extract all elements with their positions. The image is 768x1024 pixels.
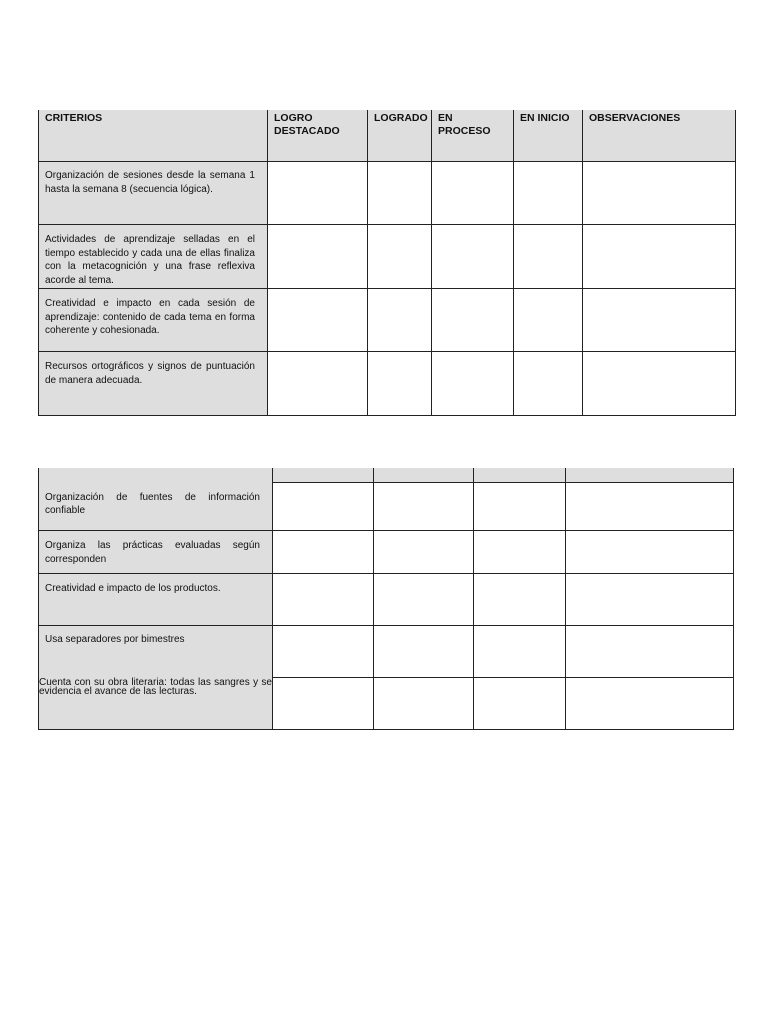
criterion-text: Recursos ortográficos y signos de puntuación de manera adecuada. [45, 361, 255, 386]
logro-destacado-cell[interactable] [268, 225, 368, 289]
table-row [39, 678, 734, 730]
observaciones-cell[interactable] [566, 678, 734, 730]
logro-destacado-cell[interactable] [273, 678, 374, 730]
header-logro-destacado: LOGRO DESTACADO [268, 110, 368, 162]
criterion-text: Usa separadores por bimestres [45, 634, 185, 645]
table-row [39, 483, 734, 531]
criterion-text: Creatividad e impacto de los productos. [45, 583, 221, 594]
logro-destacado-cell[interactable] [273, 626, 374, 678]
en-proceso-cell[interactable] [432, 289, 514, 352]
en-proceso-cell[interactable] [432, 225, 514, 289]
logrado-cell[interactable] [374, 531, 474, 574]
observaciones-cell[interactable] [583, 289, 736, 352]
criterion-text: Organiza las prácticas evaluadas según corresponden [45, 540, 260, 565]
observaciones-cell[interactable] [566, 574, 734, 626]
en-inicio-cell[interactable] [514, 225, 583, 289]
en-proceso-cell[interactable] [432, 162, 514, 225]
logrado-cell[interactable] [368, 352, 432, 416]
en-inicio-cell[interactable] [514, 289, 583, 352]
evaluation-table-1 [38, 110, 736, 416]
criterion-text: Cuenta con su obra literaria: todas las sangres y se evidencia el avance de las lecturas. [39, 676, 272, 697]
observaciones-cell[interactable] [566, 483, 734, 531]
criterion-text: Organización de sesiones desde la semana 1 hasta la semana 8 (secuencia lógica). [45, 170, 255, 195]
logrado-cell[interactable] [374, 483, 474, 531]
en-inicio-cell[interactable] [514, 162, 583, 225]
logrado-cell[interactable] [374, 626, 474, 678]
observaciones-cell[interactable] [566, 531, 734, 574]
header-cell [374, 468, 474, 483]
observaciones-cell[interactable] [583, 225, 736, 289]
en-proceso-cell[interactable] [474, 531, 566, 574]
logrado-cell[interactable] [368, 225, 432, 289]
evaluation-table-2 [38, 468, 734, 730]
logrado-cell[interactable] [368, 162, 432, 225]
en-inicio-cell[interactable] [514, 352, 583, 416]
header-logrado: LOGRADO [368, 110, 432, 162]
header-observaciones: OBSERVACIONES [583, 110, 736, 162]
criterion-text: Actividades de aprendizaje selladas en el tiempo establecido y cada una de ellas finaliza con la metacognición y una frase reflexiva acorde al tema. [45, 234, 255, 286]
header-cell [566, 468, 734, 483]
table-row [39, 162, 736, 225]
criterion-cell [39, 225, 268, 289]
en-proceso-cell[interactable] [432, 352, 514, 416]
criterion-cell [39, 574, 273, 626]
header-cell [273, 468, 374, 483]
logro-destacado-cell[interactable] [268, 162, 368, 225]
en-proceso-cell[interactable] [474, 483, 566, 531]
en-proceso-cell[interactable] [474, 626, 566, 678]
logro-destacado-cell[interactable] [273, 483, 374, 531]
observaciones-cell[interactable] [583, 162, 736, 225]
criterion-cell [39, 483, 273, 531]
header-cell [474, 468, 566, 483]
table-row [39, 531, 734, 574]
criterion-cell [39, 531, 273, 574]
observaciones-cell[interactable] [566, 626, 734, 678]
logro-destacado-cell[interactable] [273, 574, 374, 626]
logro-destacado-cell[interactable] [268, 352, 368, 416]
table-row [39, 225, 736, 289]
criterion-cell [39, 162, 268, 225]
header-en-proceso: EN PROCESO [432, 110, 514, 162]
logro-destacado-cell[interactable] [268, 289, 368, 352]
criterion-header-cell [39, 468, 273, 483]
table-row [39, 626, 734, 678]
logrado-cell[interactable] [374, 574, 474, 626]
table-row [39, 574, 734, 626]
observaciones-cell[interactable] [583, 352, 736, 416]
criterion-text: Creatividad e impacto en cada sesión de aprendizaje: contenido de cada tema en forma coherente y cohesionada. [45, 298, 255, 336]
header-criterios: CRITERIOS [39, 110, 268, 162]
header-en-inicio: EN INICIO [514, 110, 583, 162]
logro-destacado-cell[interactable] [273, 531, 374, 574]
logrado-cell[interactable] [368, 289, 432, 352]
criterion-cell [39, 678, 273, 730]
criterion-cell [39, 352, 268, 416]
criterion-text: Organización de fuentes de información confiable [45, 491, 260, 516]
criterion-cell [39, 626, 273, 678]
table-row [39, 352, 736, 416]
criterion-cell [39, 289, 268, 352]
table-row [39, 289, 736, 352]
en-proceso-cell[interactable] [474, 574, 566, 626]
en-proceso-cell[interactable] [474, 678, 566, 730]
logrado-cell[interactable] [374, 678, 474, 730]
header-row [39, 110, 736, 162]
header-row [39, 468, 734, 483]
